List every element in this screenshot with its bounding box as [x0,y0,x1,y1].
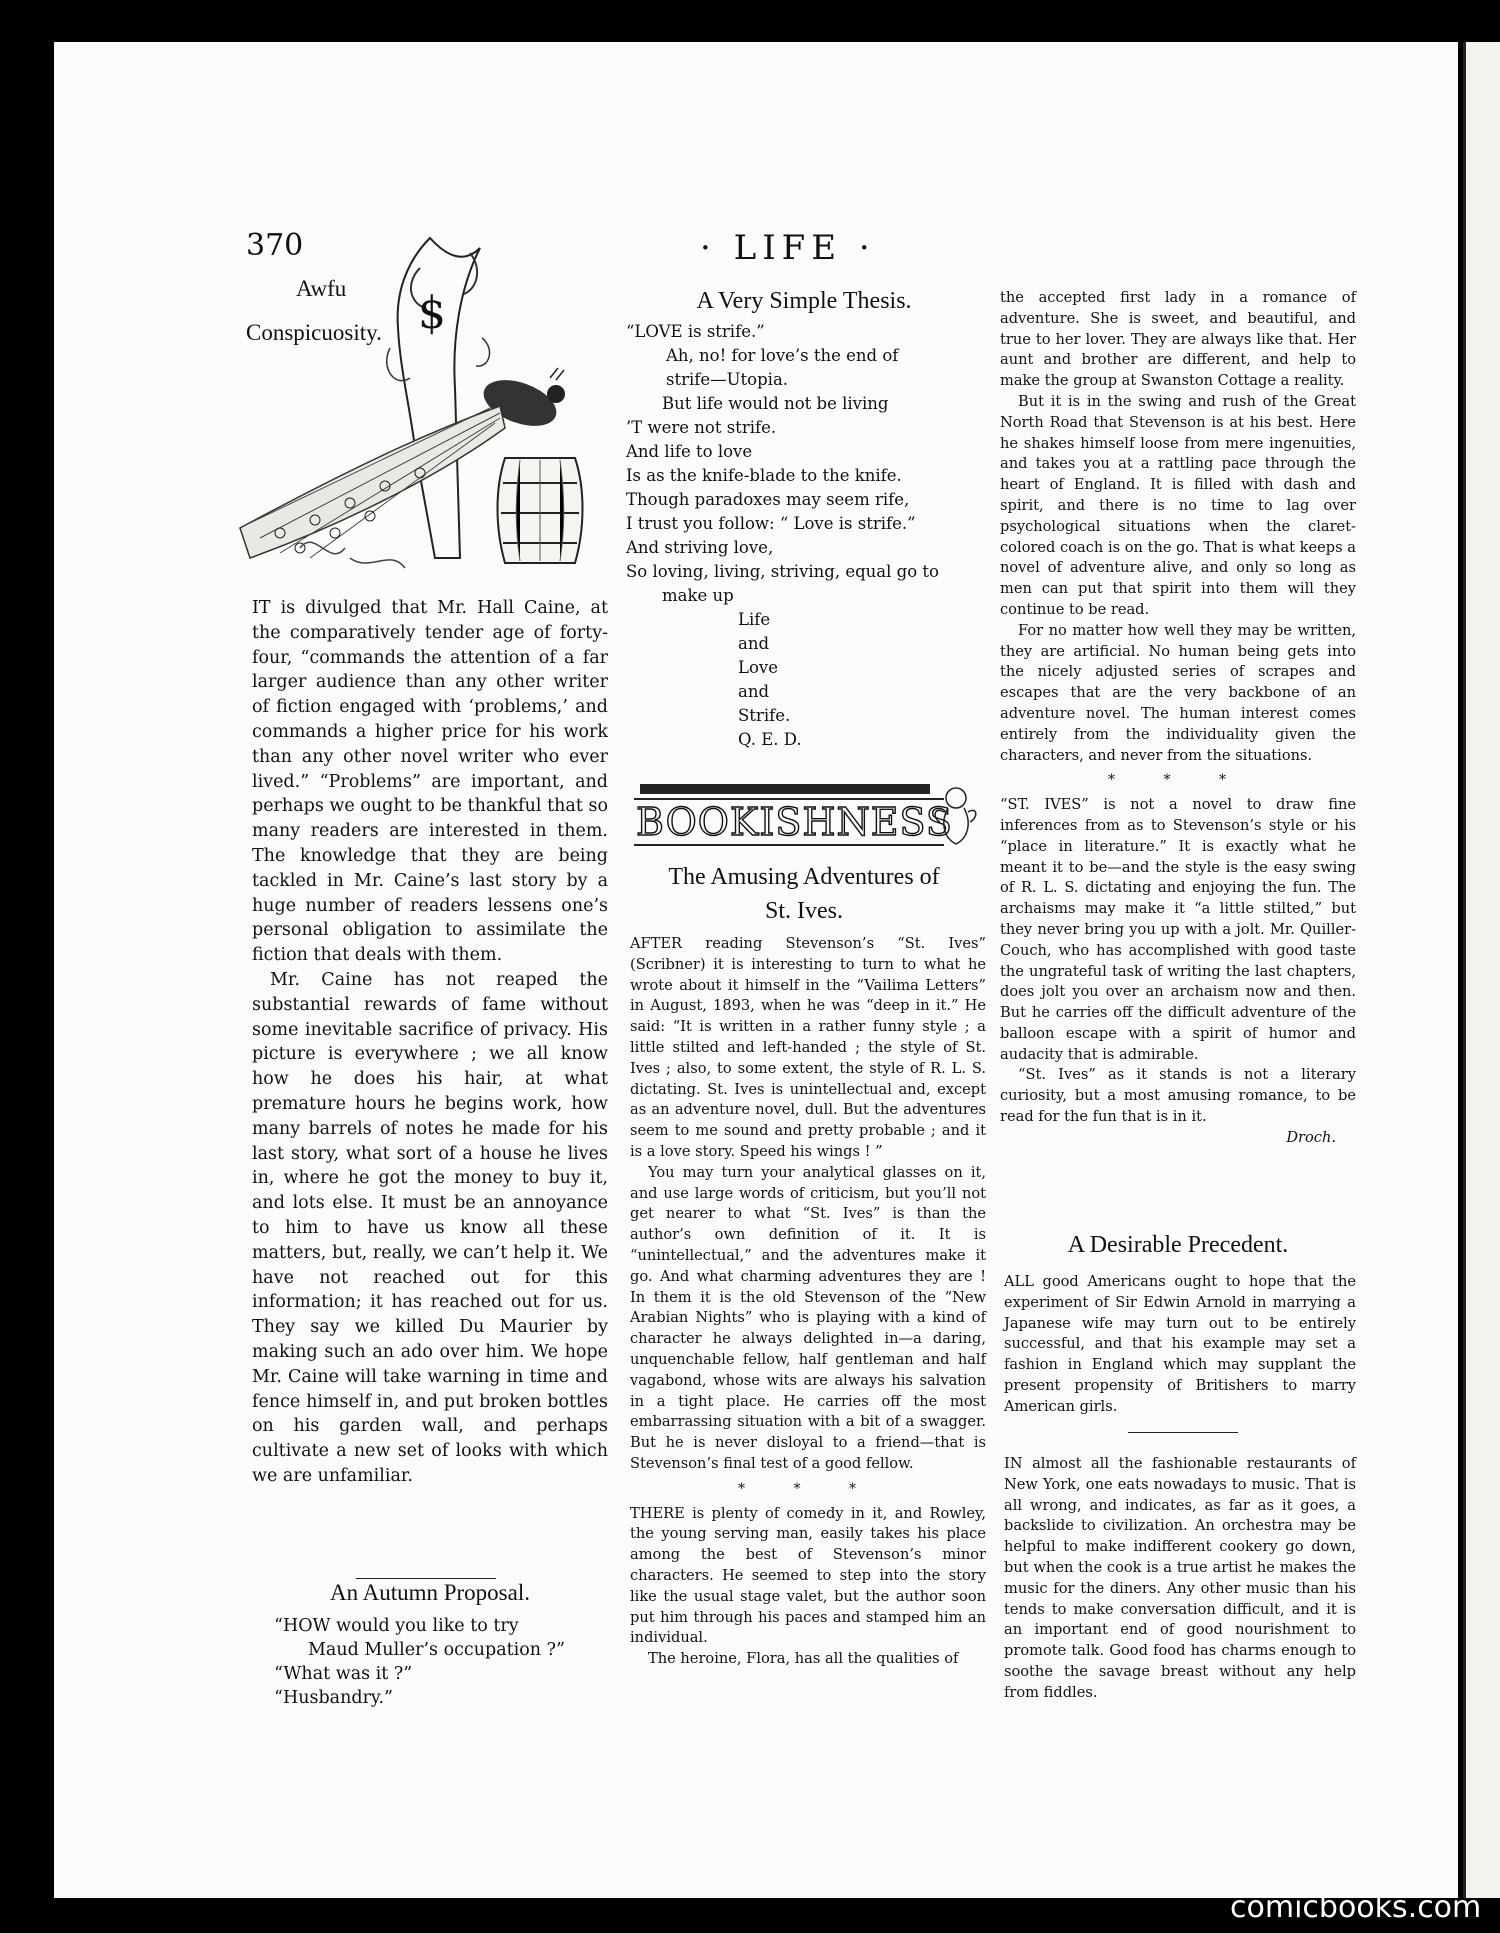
banner-text: BOOKISHNESS [636,800,953,844]
poem-line: So loving, living, striving, equal go to [626,562,939,581]
poem-line: “LOVE is strife.” [626,322,765,341]
review-paragraph-6: But it is in the swing and rush of the Great North Road that Stevenson is at his best. Here he shakes himself loose from mere ingenuities, and takes you at a rattling pace through the heart of England. It is filled with dash and spirit, and there is no time to lag over psychological situations when the claret-colored coach is on the go. That is what keeps a novel of adventure alive, and only so long as men can put that spirit into them will they continue to be read. [1000,392,1356,618]
dialogue-line: “Husbandry.” [274,1688,394,1708]
masthead: · LIFE · [700,228,876,268]
restaurant-article [1004,1454,1356,1704]
dollar-sign-icon: $ [418,288,446,339]
poem-line: strife—Utopia. [666,370,789,389]
section-stars: * * * [738,1480,878,1497]
dialogue-line: “What was it ?” [274,1664,413,1684]
peacock-illustration [220,228,600,580]
poem-line: ’T were not strife. [626,418,777,437]
poem-line: and [738,682,770,701]
poem-line: Life [738,610,771,629]
st-ives-paragraph-1: AFTER reading Stevenson’s “St. Ives” (Scribner) it is interesting to turn to what he wrote about it himself in the “Vailima Letters” in August, 1893, when he was “deep in it.” He said: “It is written in a rather funny style ; a little stilted and left-handed ; the style of St. Ives ; also, to some extent, the style of R. L. S. dictating. St. Ives is unintellectual and, except as an adventure novel, dull. But the adventures seem to me sound and pretty probable ; and it is a love story. Speed his wings ! ” [630,935,986,1160]
review-paragraph-7: For no matter how well they may be written, they are artificial. No human being gets into the nicely adjusted series of scrapes and escapes that are the very backbone of an adventure novel. The human interest comes entirely from the individuality given the characters, and never from the situations. [1000,621,1356,764]
precedent-article [1004,1272,1356,1418]
st-ives-title-line1: The Amusing Adventures of [668,864,940,890]
section-rule [356,1578,496,1579]
section-stars: * * * [1108,772,1248,789]
poem-line: Q. E. D. [738,730,802,749]
precedent-paragraph: ALL good Americans ought to hope that the experiment of Sir Edwin Arnold in marrying a Japanese wife may turn out to be entirely successful, and that his example may set a fashion in England which may supplant the present propensity of Britishers to marry American girls. [1004,1273,1356,1415]
dialogue-line: “HOW would you like to try [274,1616,519,1636]
poem-line: Is as the knife-blade to the knife. [626,466,902,485]
caine-paragraph-2: Mr. Caine has not reaped the substantial rewards of fame without some inevitable sacrifice of privacy. His picture is everywhere ; we all know how he does his hair, at what premature hours he begins work, how many barrels of notes he made for his last story, what sort of a house he lives in, where he got the money to buy it, and lots else. It must be an annoyance to him to have us know all these matters, but, really, we can’t help it. We have not reached out for this information; it has reached out for us. They say we killed Du Maurier by making such an ado over him. We hope Mr. Caine will take warning in time and fence himself in, and put broken bottles on his garden wall, and perhaps cultivate a new set of looks with which we are unfamiliar. [252,969,608,1486]
review-paragraph-8: “ST. IVES” is not a novel to draw fine inferences from as to Stevenson’s style or his “place in literature.” It is exactly what he meant it to be—and the style is the easy swing of R. L. S. dictating and enjoying the fun. The archaisms may make it “a little stilted,” but they never bring you up with a jolt. Mr. Quiller-Couch, who has accomplished with good taste the ungrateful task of writing the last chapters, does jolt you over an archaism now and then. But he carries off the difficult adventure of the balloon escape with a spirit of humor and audacity that is admirable. [1000,796,1356,1063]
poem-line: Though paradoxes may seem rife, [626,490,910,509]
barrel-icon [498,458,583,563]
facing-page-edge [1463,42,1500,1898]
poem-line: Love [738,658,778,677]
st-ives-paragraph-2: You may turn your analytical glasses on it, and use large words of criticism, but you’ll not get nearer to what “St. Ives” is than the author’s own definition of it. It is “unintellectual,” and the adventures make it go. And what charming adventures they are ! In them it is the old Stevenson of the “New Arabian Nights” who is playing with a kind of character he always delighted in—a daring, unquenchable fellow, half gentleman and half vagabond, whose wits are always his salvation in a tight place. He carries off the most embarrassing situation with a bit of a swagger. But he is never disloyal to a friend—that is Stevenson’s final test of a good fellow. [630,1163,986,1472]
autumn-proposal-title: An Autumn Proposal. [330,1580,530,1605]
poem-line: And striving love, [626,538,774,557]
restaurant-paragraph: IN almost all the fashionable restaurants of New York, one eats nowadays to music. That is all wrong, and indicates, as far as it goes, a backslide to civilization. An orchestra may be helpful to make indifferent cookery go down, but when the cook is a true artist he makes the music for the diners. Any other music than his tends to make conversation difficult, and it is an important end of good nourishment to promote talk. Good food has charms enough to soothe the savage breast without any help from fiddles. [1004,1455,1356,1701]
caine-paragraph-1: IT is divulged that Mr. Hall Caine, at the comparatively tender age of forty-four, “commands the attention of a far larger audience than any other writer of fiction engaged with ‘problems,’ and commands a higher price for his work than any other novel writer who ever lived.” “Problems” are important, and perhaps we ought to be thankful that so many readers are interested in them. The knowledge that they are being tackled in Mr. Caine’s last story by a huge number of readers lessens one’s personal obligation to assimilate the fiction that deals with them. [252,598,608,966]
st-ives-paragraph-3: THERE is plenty of comedy in it, and Rowley, the young serving man, easily takes his place among the best of Stevenson’s minor characters. He seemed to step into the story like the usual stage valet, but the author soon put him through his paces and stamped him an individual. [630,1504,986,1647]
page-number: 370 [246,228,304,263]
section-rule [1128,1432,1238,1433]
st-ives-title-line2: St. Ives. [765,898,843,924]
poem-line: I trust you follow: “ Love is strife.” [626,514,916,533]
poem-line: Ah, no! for love’s the end of [666,346,899,365]
cherub-icon [930,778,980,850]
dialogue-line: Maud Muller’s occupation ?” [308,1640,565,1660]
column-2-review [630,934,986,1670]
column-1 [252,596,608,1489]
precedent-title: A Desirable Precedent. [1067,1232,1289,1258]
thesis-title: A Very Simple Thesis. [696,288,912,314]
bookishness-banner [630,778,980,852]
review-signature: Droch. [1286,1128,1336,1146]
st-ives-title [626,860,982,928]
poem-line: and [738,634,770,653]
watermark-logo: comicbooks.com [1230,1890,1482,1925]
poem-line: Strife. [738,706,791,725]
poem-line: make up [662,586,734,605]
thesis-poem [626,320,986,752]
review-paragraph-5: the accepted first lady in a romance of adventure. She is sweet, and beautiful, and true to her lover. They are always like that. Her aunt and brother are different, and help to make the group at Swanston Cottage a reality. [1000,289,1356,390]
st-ives-paragraph-4: The heroine, Flora, has all the qualities of [648,1650,959,1668]
article-title-line1: Awfu [296,276,347,301]
column-3 [1000,288,1356,1149]
article-title-line2: Conspicuosity. [246,320,382,345]
autumn-proposal-dialogue [274,1614,565,1710]
poem-line: But life would not be living [662,394,889,413]
review-paragraph-9: “St. Ives” as it stands is not a literary curiosity, but a most amusing romance, to be read for the fun that is in it. [1000,1066,1356,1126]
poem-line: And life to love [626,442,753,461]
